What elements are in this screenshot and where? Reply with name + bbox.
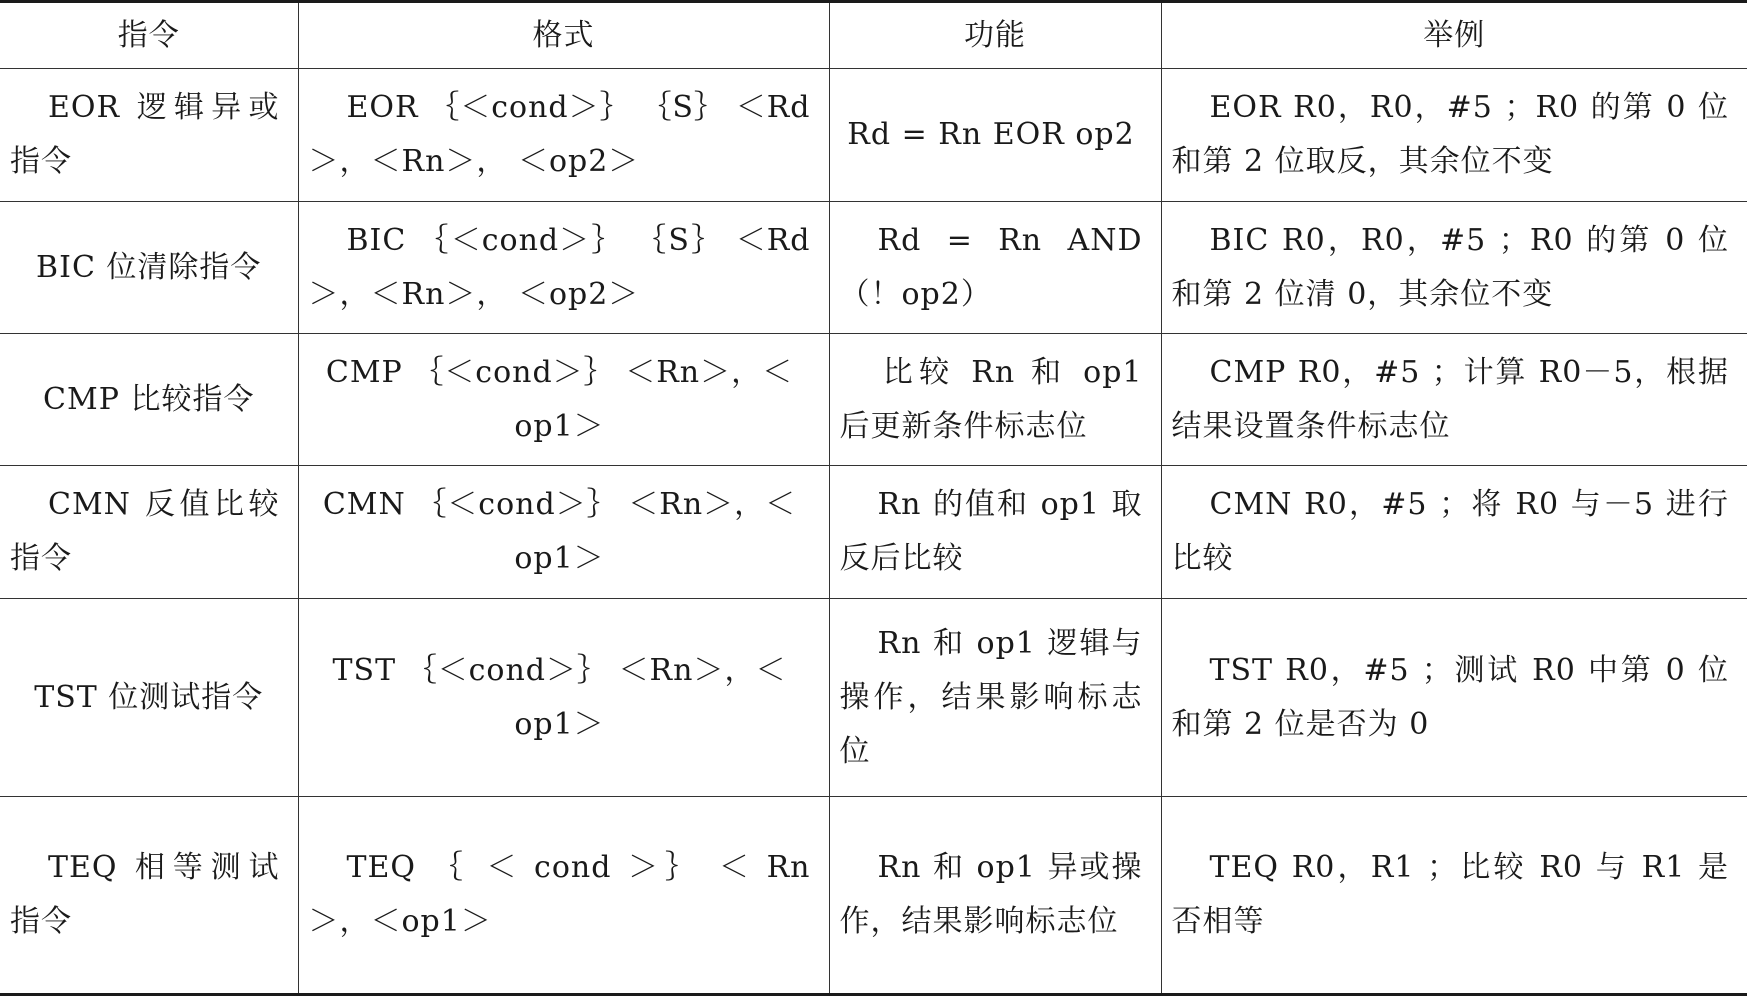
example-cell xyxy=(1161,202,1747,334)
example-text: EOR R0，R0，#5 ；R0 的第 0 位和第 2 位取反，其余位不变 xyxy=(1171,90,1729,179)
function-cell xyxy=(829,797,1161,995)
table-row xyxy=(0,599,1747,797)
header-format: 格式 xyxy=(298,2,829,69)
instruction-cell: CMP 比较指令 xyxy=(0,334,298,466)
format-text: TEQ ｛ ＜ cond ＞｝ ＜ Rn ＞，＜op1＞ xyxy=(308,850,811,939)
format-cell xyxy=(298,202,829,334)
table-row xyxy=(0,69,1747,202)
instruction-text: CMN 反值比较指令 xyxy=(10,487,280,576)
function-cell xyxy=(829,599,1161,797)
instruction-cell xyxy=(0,466,298,599)
example-text: TST R0，#5 ；测试 R0 中第 0 位和第 2 位是否为 0 xyxy=(1171,652,1729,742)
instruction-text: EOR 逻辑异或指令 xyxy=(10,90,280,179)
instruction-cell xyxy=(0,69,298,202)
example-cell xyxy=(1161,69,1747,202)
function-text: Rd = Rn AND （！op2） xyxy=(839,222,1143,312)
function-text: Rn 和 op1 逻辑与操作，结果影响标志位 xyxy=(839,625,1143,769)
header-row xyxy=(0,2,1747,69)
table-header xyxy=(0,2,1747,69)
example-cell xyxy=(1161,599,1747,797)
table-row xyxy=(0,334,1747,466)
table-row xyxy=(0,466,1747,599)
instruction-cell: TST 位测试指令 xyxy=(0,599,298,797)
function-cell xyxy=(829,334,1161,466)
table-row xyxy=(0,797,1747,995)
format-text: EOR ｛＜cond＞｝ ｛S｝ ＜Rd＞，＜Rn＞， ＜op2＞ xyxy=(308,90,811,179)
format-cell: CMP ｛＜cond＞｝ ＜Rn＞，＜op1＞ xyxy=(298,334,829,466)
function-cell: Rd = Rn EOR op2 xyxy=(829,69,1161,202)
table-body xyxy=(0,69,1747,995)
example-cell xyxy=(1161,797,1747,995)
example-text: TEQ R0，R1 ；比较 R0 与 R1 是否相等 xyxy=(1171,850,1729,939)
instruction-text: TEQ 相等测试指令 xyxy=(10,850,280,939)
example-text: CMN R0，#5 ；将 R0 与－5 进行比较 xyxy=(1171,487,1729,576)
example-cell xyxy=(1161,334,1747,466)
example-text: CMP R0，#5 ；计算 R0－5，根据结果设置条件标志位 xyxy=(1171,354,1729,444)
format-cell xyxy=(298,797,829,995)
format-cell: CMN ｛＜cond＞｝ ＜Rn＞，＜op1＞ xyxy=(298,466,829,599)
function-cell xyxy=(829,202,1161,334)
function-text: Rn 的值和 op1 取反后比较 xyxy=(839,487,1143,576)
format-cell: TST ｛＜cond＞｝ ＜Rn＞，＜op1＞ xyxy=(298,599,829,797)
function-cell xyxy=(829,466,1161,599)
example-text: BIC R0，R0，#5 ；R0 的第 0 位和第 2 位清 0，其余位不变 xyxy=(1171,222,1729,312)
function-text: 比较 Rn 和 op1 后更新条件标志位 xyxy=(839,354,1143,444)
instruction-cell: BIC 位清除指令 xyxy=(0,202,298,334)
example-cell xyxy=(1161,466,1747,599)
function-text: Rn 和 op1 异或操作，结果影响标志位 xyxy=(839,850,1143,939)
header-function: 功能 xyxy=(829,2,1161,69)
header-example: 举例 xyxy=(1161,2,1747,69)
table-row xyxy=(0,202,1747,334)
format-cell xyxy=(298,69,829,202)
format-text: BIC ｛＜cond＞｝ ｛S｝ ＜Rd＞，＜Rn＞， ＜op2＞ xyxy=(308,222,811,312)
instruction-cell xyxy=(0,797,298,995)
header-instruction: 指令 xyxy=(0,2,298,69)
